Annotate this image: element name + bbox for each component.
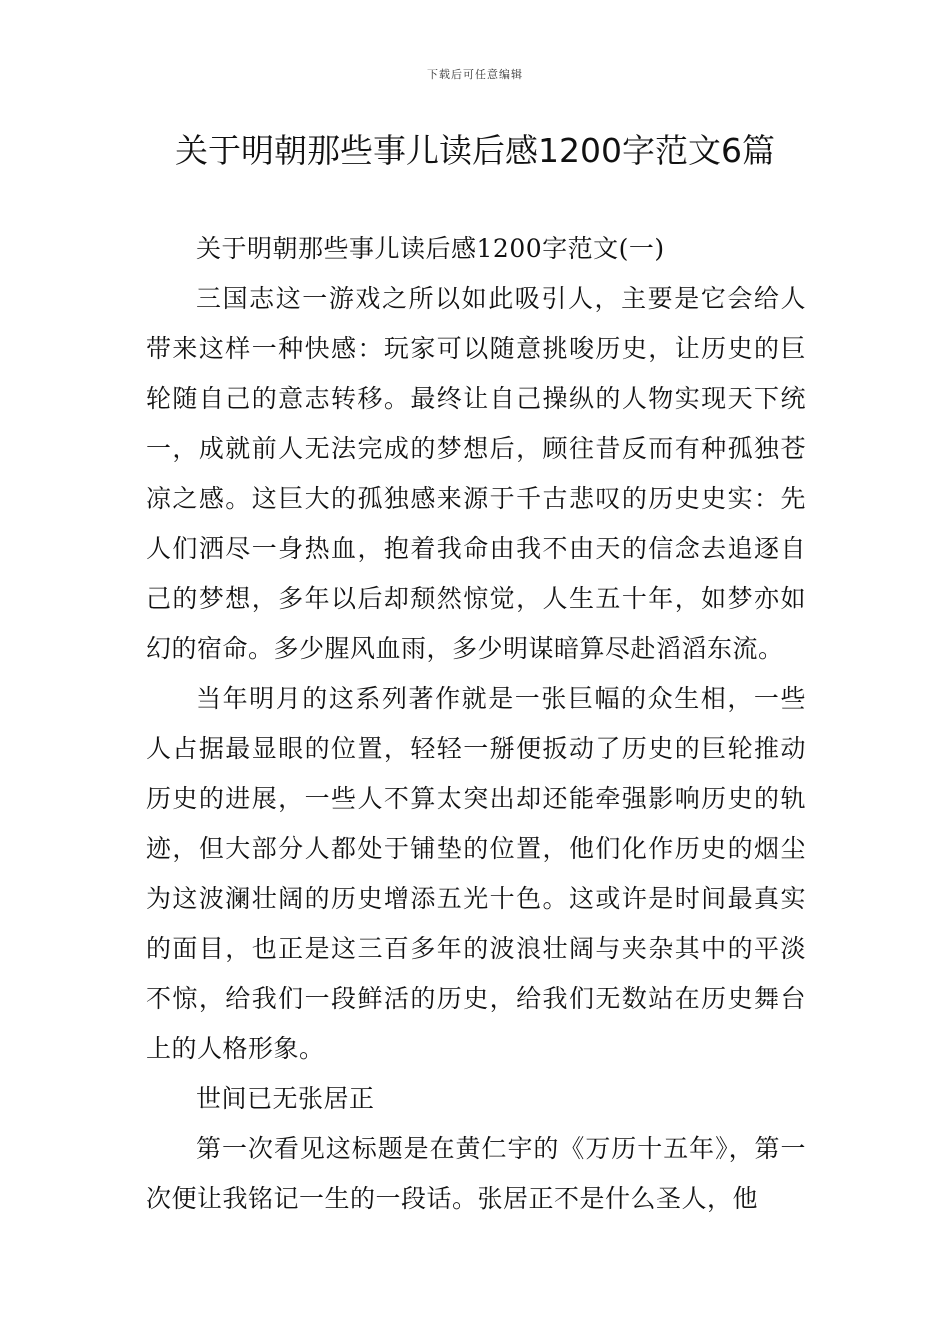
header-note: 下载后可任意编辑	[427, 68, 523, 81]
document-title: 关于明朝那些事儿读后感1200字范文6篇	[175, 131, 775, 170]
body-paragraph: 当年明月的这系列著作就是一张巨幅的众生相，一些人占据最显眼的位置，轻轻一掰便扳动了历史的巨轮推动历史的进展，一些人不算太突出却还能牵强影响历史的轨迹，但大部分人都处于铺垫的位置，他们化作历史的烟尘为这波澜壮阔的历史增添五光十色。这或许是时间最真实的面目，也正是这三百多年的波浪壮阔与夹杂其中的平淡不惊，给我们一段鲜活的历史，给我们无数站在历史舞台上的人格形象。	[146, 684, 806, 1063]
subheading: 世间已无张居正	[196, 1084, 375, 1113]
document-body	[146, 224, 806, 1224]
section-heading: 关于明朝那些事儿读后感1200字范文(一)	[196, 234, 665, 263]
body-paragraph: 第一次看见这标题是在黄仁宇的《万历十五年》，第一次便让我铭记一生的一段话。张居正不是什么圣人，他	[146, 1134, 806, 1213]
body-paragraph: 三国志这一游戏之所以如此吸引人，主要是它会给人带来这样一种快感：玩家可以随意挑唆历史，让历史的巨轮随自己的意志转移。最终让自己操纵的人物实现天下统一，成就前人无法完成的梦想后，顾往昔反而有种孤独苍凉之感。这巨大的孤独感来源于千古悲叹的历史史实：先人们洒尽一身热血，抱着我命由我不由天的信念去追逐自己的梦想，多年以后却颓然惊觉，人生五十年，如梦亦如幻的宿命。多少腥风血雨，多少明谋暗算尽赴滔滔东流。	[146, 284, 806, 663]
